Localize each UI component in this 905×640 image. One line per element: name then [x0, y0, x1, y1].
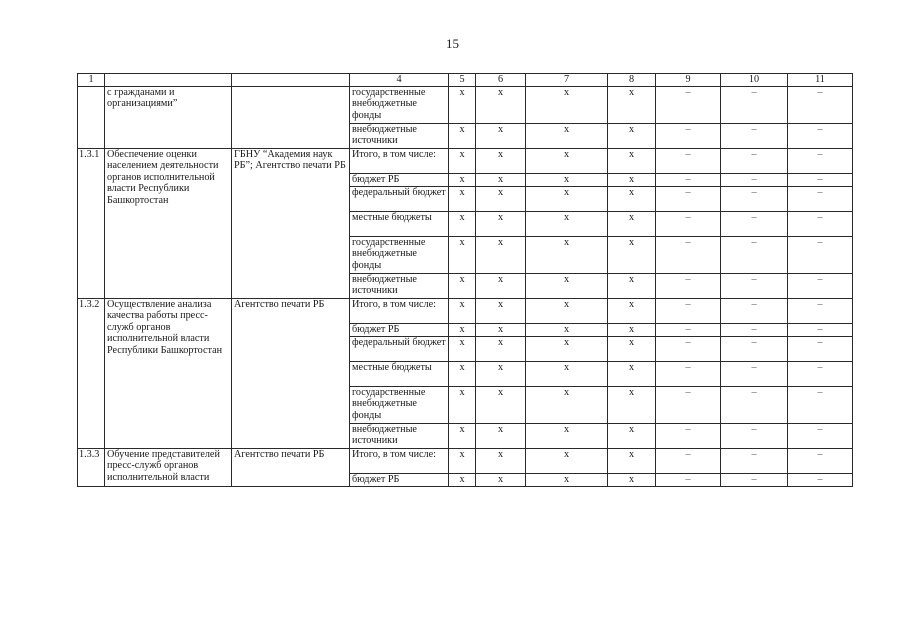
- dash-cell: –: [788, 324, 853, 337]
- funding-source: федеральный бюджет: [350, 337, 449, 362]
- dash-cell: –: [788, 124, 853, 149]
- x-cell: x: [608, 299, 656, 324]
- x-cell: x: [608, 324, 656, 337]
- x-cell: x: [476, 299, 526, 324]
- x-cell: x: [608, 187, 656, 212]
- funding-source: внебюджетные источники: [350, 424, 449, 449]
- x-cell: x: [449, 174, 476, 187]
- dash-cell: –: [788, 237, 853, 274]
- item-executor: [232, 87, 350, 149]
- dash-cell: –: [656, 449, 721, 474]
- dash-cell: –: [656, 299, 721, 324]
- x-cell: x: [449, 237, 476, 274]
- header-cell: 8: [608, 74, 656, 87]
- header-cell: 6: [476, 74, 526, 87]
- x-cell: x: [449, 124, 476, 149]
- dash-cell: –: [656, 149, 721, 174]
- x-cell: x: [476, 174, 526, 187]
- item-name: Обучение представителей пресс-служб органов исполнительной власти: [105, 449, 232, 487]
- x-cell: x: [526, 387, 608, 424]
- dash-cell: –: [788, 87, 853, 124]
- x-cell: x: [526, 299, 608, 324]
- item-executor: Агентство печати РБ: [232, 449, 350, 487]
- dash-cell: –: [656, 124, 721, 149]
- x-cell: x: [526, 212, 608, 237]
- x-cell: x: [449, 87, 476, 124]
- dash-cell: –: [721, 124, 788, 149]
- header-cell: [105, 74, 232, 87]
- x-cell: x: [449, 187, 476, 212]
- dash-cell: –: [721, 324, 788, 337]
- x-cell: x: [526, 237, 608, 274]
- x-cell: x: [608, 274, 656, 299]
- header-row: [78, 74, 853, 87]
- table-row: [78, 149, 853, 174]
- dash-cell: –: [656, 387, 721, 424]
- x-cell: x: [608, 474, 656, 487]
- x-cell: x: [476, 237, 526, 274]
- funding-source: внебюджетные источники: [350, 274, 449, 299]
- x-cell: x: [608, 212, 656, 237]
- x-cell: x: [449, 324, 476, 337]
- funding-source: бюджет РБ: [350, 324, 449, 337]
- dash-cell: –: [788, 474, 853, 487]
- x-cell: x: [476, 212, 526, 237]
- x-cell: x: [608, 174, 656, 187]
- x-cell: x: [449, 212, 476, 237]
- funding-source: государственные внебюджетные фонды: [350, 387, 449, 424]
- dash-cell: –: [721, 237, 788, 274]
- header-cell: 7: [526, 74, 608, 87]
- item-name: Осуществление анализа качества работы пресс-служб органов исполнительной власти Республики Башкортостан: [105, 299, 232, 449]
- x-cell: x: [476, 187, 526, 212]
- dash-cell: –: [656, 237, 721, 274]
- x-cell: x: [608, 149, 656, 174]
- x-cell: x: [476, 124, 526, 149]
- x-cell: x: [526, 274, 608, 299]
- x-cell: x: [526, 449, 608, 474]
- dash-cell: –: [788, 449, 853, 474]
- dash-cell: –: [656, 187, 721, 212]
- x-cell: x: [526, 124, 608, 149]
- x-cell: x: [526, 474, 608, 487]
- dash-cell: –: [721, 449, 788, 474]
- dash-cell: –: [656, 174, 721, 187]
- funding-source: местные бюджеты: [350, 212, 449, 237]
- funding-source: внебюджетные источники: [350, 124, 449, 149]
- dash-cell: –: [721, 274, 788, 299]
- dash-cell: –: [788, 274, 853, 299]
- program-table: [77, 73, 853, 487]
- header-cell: 4: [350, 74, 449, 87]
- header-cell: 9: [656, 74, 721, 87]
- header-cell: 5: [449, 74, 476, 87]
- x-cell: x: [476, 274, 526, 299]
- x-cell: x: [608, 124, 656, 149]
- dash-cell: –: [788, 174, 853, 187]
- item-code: 1.3.2: [78, 299, 105, 449]
- funding-source: местные бюджеты: [350, 362, 449, 387]
- dash-cell: –: [656, 474, 721, 487]
- x-cell: x: [608, 449, 656, 474]
- x-cell: x: [476, 449, 526, 474]
- x-cell: x: [476, 149, 526, 174]
- dash-cell: –: [656, 212, 721, 237]
- header-cell: [232, 74, 350, 87]
- item-code: [78, 87, 105, 149]
- x-cell: x: [476, 337, 526, 362]
- dash-cell: –: [721, 424, 788, 449]
- dash-cell: –: [788, 387, 853, 424]
- x-cell: x: [526, 149, 608, 174]
- x-cell: x: [608, 424, 656, 449]
- funding-source: Итого, в том числе:: [350, 149, 449, 174]
- x-cell: x: [449, 449, 476, 474]
- item-code: 1.3.3: [78, 449, 105, 487]
- x-cell: x: [608, 237, 656, 274]
- header-cell: 1: [78, 74, 105, 87]
- funding-source: бюджет РБ: [350, 474, 449, 487]
- dash-cell: –: [721, 337, 788, 362]
- table-row: [78, 299, 853, 324]
- x-cell: x: [449, 299, 476, 324]
- item-executor: ГБНУ “Академия наук РБ”; Агентство печати РБ: [232, 149, 350, 299]
- table-row: [78, 449, 853, 474]
- x-cell: x: [449, 387, 476, 424]
- dash-cell: –: [788, 424, 853, 449]
- x-cell: x: [449, 149, 476, 174]
- dash-cell: –: [788, 149, 853, 174]
- item-executor: Агентство печати РБ: [232, 299, 350, 449]
- funding-source: Итого, в том числе:: [350, 449, 449, 474]
- x-cell: x: [526, 424, 608, 449]
- dash-cell: –: [788, 337, 853, 362]
- dash-cell: –: [656, 337, 721, 362]
- item-code: 1.3.1: [78, 149, 105, 299]
- x-cell: x: [476, 324, 526, 337]
- funding-source: государственные внебюджетные фонды: [350, 237, 449, 274]
- x-cell: x: [476, 474, 526, 487]
- header-cell: 10: [721, 74, 788, 87]
- dash-cell: –: [656, 87, 721, 124]
- dash-cell: –: [721, 149, 788, 174]
- dash-cell: –: [656, 324, 721, 337]
- dash-cell: –: [721, 187, 788, 212]
- funding-source: Итого, в том числе:: [350, 299, 449, 324]
- dash-cell: –: [788, 299, 853, 324]
- x-cell: x: [476, 87, 526, 124]
- funding-source: бюджет РБ: [350, 174, 449, 187]
- x-cell: x: [449, 274, 476, 299]
- x-cell: x: [526, 337, 608, 362]
- x-cell: x: [608, 387, 656, 424]
- dash-cell: –: [721, 362, 788, 387]
- dash-cell: –: [721, 387, 788, 424]
- dash-cell: –: [721, 299, 788, 324]
- x-cell: x: [608, 337, 656, 362]
- x-cell: x: [449, 474, 476, 487]
- x-cell: x: [449, 362, 476, 387]
- x-cell: x: [608, 362, 656, 387]
- x-cell: x: [449, 337, 476, 362]
- dash-cell: –: [721, 87, 788, 124]
- item-name: с гражданами и организациями”: [105, 87, 232, 149]
- header-cell: 11: [788, 74, 853, 87]
- item-name: Обеспечение оценки населением деятельности органов исполнительной власти Республики Башкортостан: [105, 149, 232, 299]
- dash-cell: –: [788, 362, 853, 387]
- dash-cell: –: [721, 212, 788, 237]
- dash-cell: –: [721, 174, 788, 187]
- x-cell: x: [526, 362, 608, 387]
- dash-cell: –: [656, 424, 721, 449]
- dash-cell: –: [788, 212, 853, 237]
- dash-cell: –: [721, 474, 788, 487]
- dash-cell: –: [656, 274, 721, 299]
- x-cell: x: [476, 424, 526, 449]
- x-cell: x: [476, 387, 526, 424]
- x-cell: x: [608, 87, 656, 124]
- page-number: 15: [446, 36, 459, 51]
- x-cell: x: [526, 187, 608, 212]
- x-cell: x: [526, 174, 608, 187]
- dash-cell: –: [656, 362, 721, 387]
- x-cell: x: [449, 424, 476, 449]
- funding-source: государственные внебюджетные фонды: [350, 87, 449, 124]
- x-cell: x: [526, 87, 608, 124]
- funding-source: федеральный бюджет: [350, 187, 449, 212]
- dash-cell: –: [788, 187, 853, 212]
- x-cell: x: [526, 324, 608, 337]
- table-row: [78, 87, 853, 124]
- x-cell: x: [476, 362, 526, 387]
